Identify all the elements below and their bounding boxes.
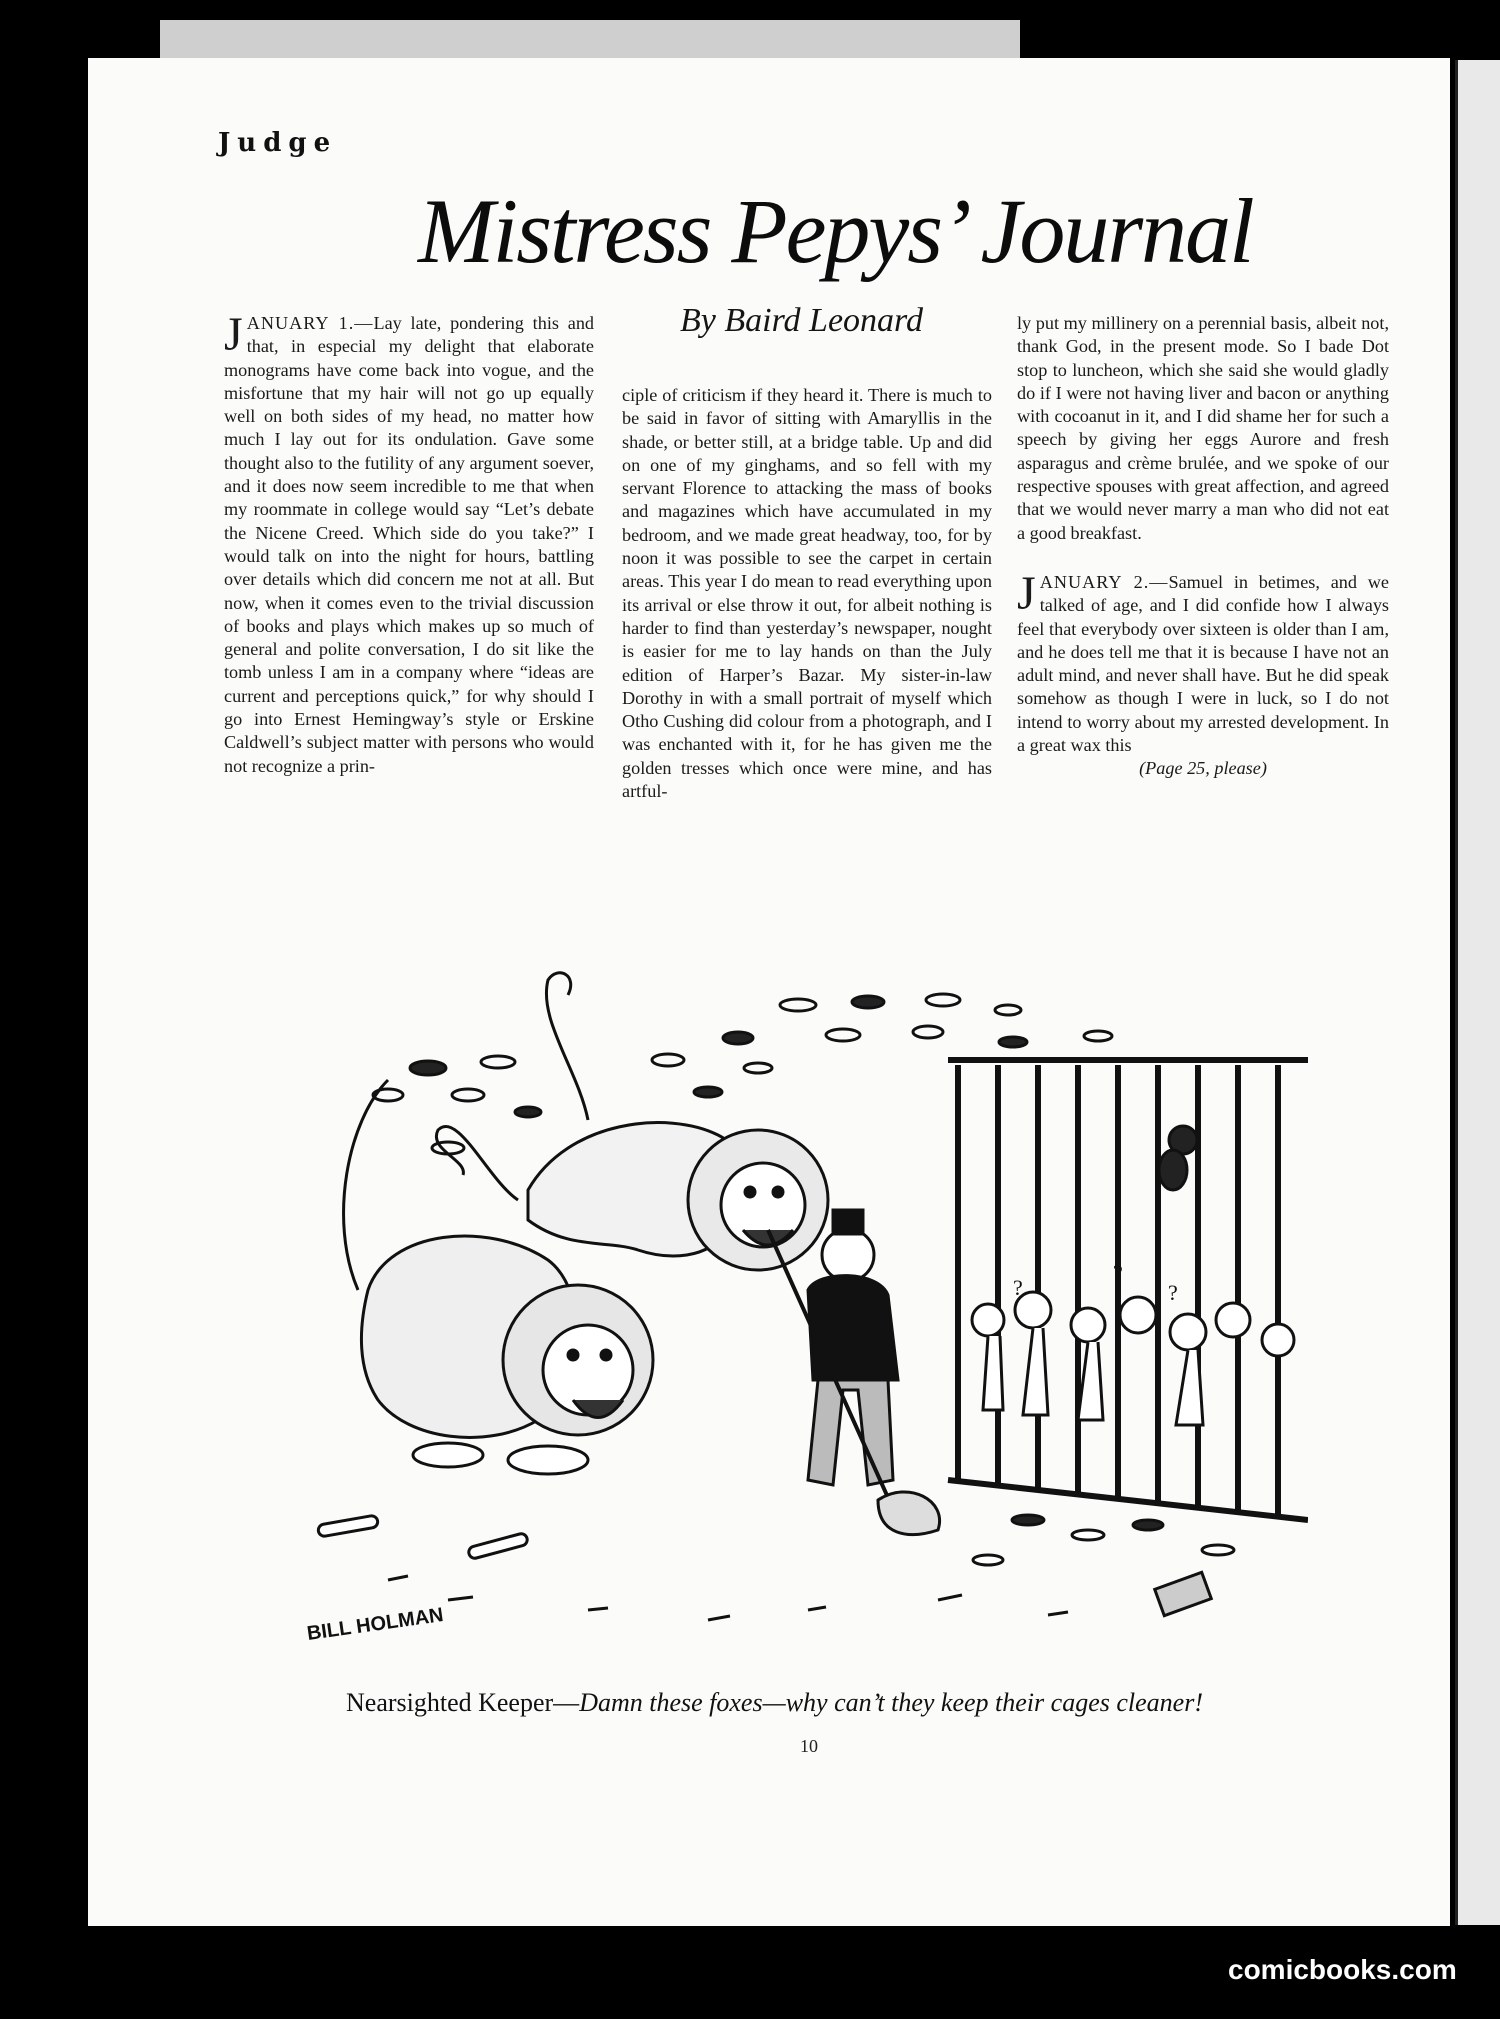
leaping-lion: [436, 973, 828, 1270]
paragraph-text: Lay late, pondering this and that, in especial my delight that elaborate monograms have come back into vogue, and the misfortune that my hair will not go up equally well on both sides of my head, no matter how much I lay out for its ondulation. Gave some thought also to the futility of any argument soever, and it does now seem incredible to me that when my roommate in college would say “Let’s debate the Nicene Creed. Which side do you take?” I would talk on into the night for hours, battling over details which did concern me not at all. But now, when it comes even to the trivial discussion of books and plays which makes up so much of general and polite conversation, I do sit like the tomb unless I am in a company where “ideas are current and perceptions quick,” for why should I go into Ernest Hemingway’s style or Erskine Caldwell’s subject matter with persons who would not recognize a prin-: [224, 313, 595, 776]
caption-line: Damn these foxes—why can’t they keep their cages cleaner!: [579, 1688, 1203, 1717]
page-number: 10: [800, 1736, 818, 1756]
adjacent-page-strip: [160, 20, 1020, 60]
adjacent-page-edge: [1455, 60, 1500, 1925]
svg-text:?: ?: [1168, 1280, 1178, 1305]
cartoon-illustration: [288, 960, 1308, 1680]
caption-speaker: Nearsighted Keeper—: [346, 1688, 580, 1717]
date-heading: ANUARY 1.—: [246, 313, 374, 333]
svg-text:?: ?: [1113, 1260, 1123, 1285]
watermark: comicbooks.com: [1228, 1954, 1457, 1985]
continued-notice: (Page 25, please): [1139, 758, 1267, 779]
text-column-1: [224, 308, 595, 778]
article-title: Mistress Pepys’ Journal: [418, 180, 1253, 282]
drop-cap: J: [1017, 566, 1036, 620]
cartoon-signature: BILL HOLMAN: [305, 1604, 445, 1645]
text-column-2: [622, 384, 992, 803]
cartoon-caption: [346, 1688, 1203, 1718]
article-byline: By Baird Leonard: [680, 302, 924, 339]
spectators: [972, 1260, 1294, 1425]
drop-cap: J: [224, 308, 243, 361]
paragraph-text: ly put my millinery on a perennial basis, albeit not, thank God, in the present mode. So I bade Dot stop to luncheon, which she said she would gladly do if I were not having liver and bacon or anything with cocoanut in it, and I did shame her for such a speech by giving her eggs Aurore and fresh asparagus and crème brulée, and we spoke of our respective spouses with great affection, and agreed that we would never marry a man who did not eat a good breakfast.: [1017, 313, 1389, 543]
text-column-3: [1017, 312, 1389, 781]
paragraph-text: Samuel in betimes, and we talked of age, and I did confide how I always feel that everybody over sixteen is older than I am, and he does tell me that it is because I have not an adult mind, and never shall have. But he did speak somehow as though I were in luck, so I do not intend to worry about my arrested development. In a great wax this: [1017, 571, 1389, 756]
svg-text:?: ?: [1013, 1275, 1023, 1300]
floor-debris: [317, 1515, 1234, 1620]
cat: [1159, 1126, 1197, 1190]
date-heading: ANUARY 2.—: [1039, 571, 1169, 592]
cage: [948, 1060, 1308, 1520]
paragraph-text: ciple of criticism if they heard it. There is much to be said in favor of sitting with Amaryllis in the shade, or better still, at a bridge table. Up and did on one of my ginghams, and so fell with my servant Florence to attacking the mass of books and magazines which have accumulated in my bedroom, and we made great headway, too, for by noon it was possible to see the carpet in certain areas. This year I do mean to read everything upon its arrival or else throw it out, for albeit nothing is harder to find than yesterday’s newspaper, nought is easier for me to lay hands on than the July edition of Harper’s Bazar. My sister-in-law Dorothy in with a small portrait of myself which Otho Cushing did colour from a photograph, and I was enchanted with it, for he has given me the golden tresses which once were mine, and has artful-: [622, 385, 992, 802]
magazine-name: Judge: [218, 128, 338, 158]
